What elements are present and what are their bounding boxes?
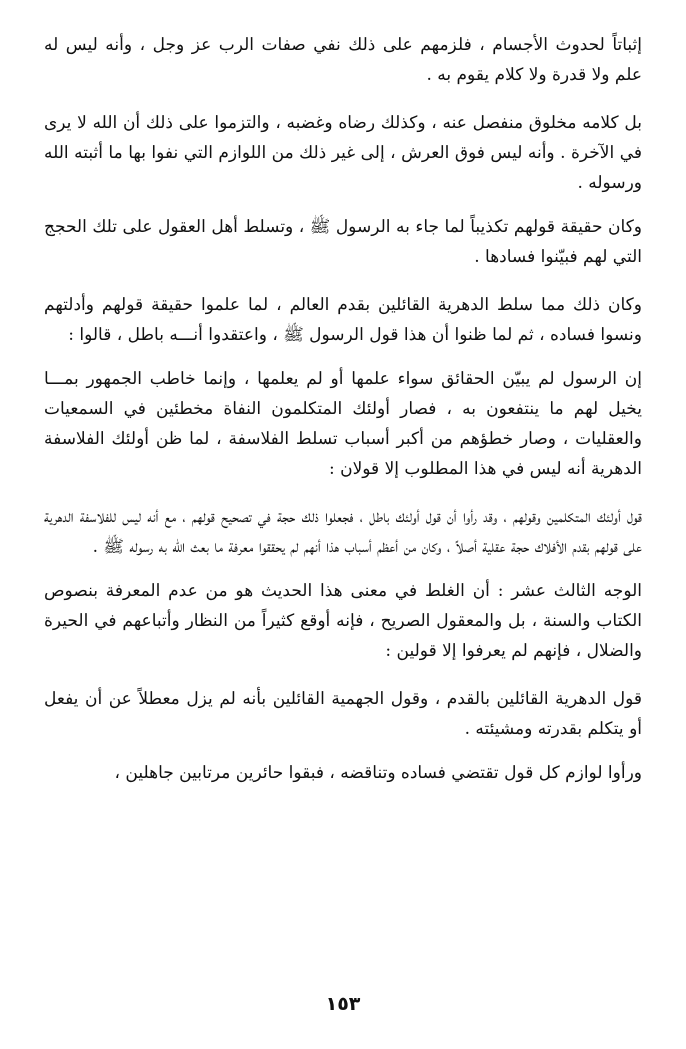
page-body	[44, 30, 642, 1009]
paragraph-6: قول أولئك المتكلمين وقولهم ، وقد رأوا أن قول أولئك باطل ، فجعلوا ذلك حجة في تصحيح قولهم ، مع أنه ليس للفلاسفة الدهرية على قولهم بقدم الأفلاك حجة عقلية أصلاً ، وكان من أعظم أسباب هذا أنهم لم يحققوا معرفة ما بعث الله به رسوله ﷺ .	[44, 507, 642, 557]
paragraph-8: قول الدهرية القائلين بالقدم ، وقول الجهمية القائلين بأنه لم يزل معطلاً عن أن يفعل أو يتكلم بقدرته ومشيئته .	[44, 689, 642, 739]
page-number: ١٥٣	[325, 993, 361, 1015]
paragraph-3: وكان حقيقة قولهم تكذيباً لما جاء به الرسول ﷺ ، وتسلط أهل العقول على تلك الحجج التي لهم فبيّنوا فسادها .	[44, 217, 642, 267]
paragraph-1: إثباتاً لحدوث الأجسام ، فلزمهم على ذلك نفي صفات الرب عز وجل ، وأنه ليس له علم ولا قدرة ولا كلام يقوم به .	[44, 35, 642, 85]
paragraph-9: ورأوا لوازم كل قول تقتضي فساده وتناقضه ، فبقوا حائرين مرتابين جاهلين ،	[114, 763, 642, 783]
paragraph-2: بل كلامه مخلوق منفصل عنه ، وكذلك رضاه وغضبه ، والتزموا على ذلك أن الله لا يرى في الآخرة . وأنه ليس فوق العرش ، إلى غير ذلك من اللوازم التي نفوا بها ما أثبته الله ورسوله .	[44, 113, 642, 193]
paragraph-4: وكان ذلك مما سلط الدهرية القائلين بقدم العالم ، لما علموا حقيقة قولهم وأدلتهم ونسوا فساده ، ثم لما ظنوا أن هذا قول الرسول ﷺ ، واعتقدوا أنـــه باطل ، قالوا :	[44, 295, 642, 345]
paragraph-5: إن الرسول لم يبيّن الحقائق سواء علمها أو لم يعلمها ، وإنما خاطب الجمهور بمـــا يخيل لهم ما ينتفعون به ، فصار أولئك المتكلمون النفاة مخطئين في السمعيات والعقليات ، وصار خطؤهم من أكبر أسباب تسلط الفلاسفة ، لما ظن أولئك الفلاسفة الدهرية أنه ليس في هذا المطلوب إلا قولان :	[44, 369, 642, 479]
paragraph-7: الوجه الثالث عشر : أن الغلط في معنى هذا الحديث هو من عدم المعرفة بنصوص الكتاب والسنة ، بل والمعقول الصريح ، فإنه أوقع كثيراً من النظار وأتباعهم في الحيرة والضلال ، فإنهم لم يعرفوا إلا قولين :	[44, 581, 642, 661]
